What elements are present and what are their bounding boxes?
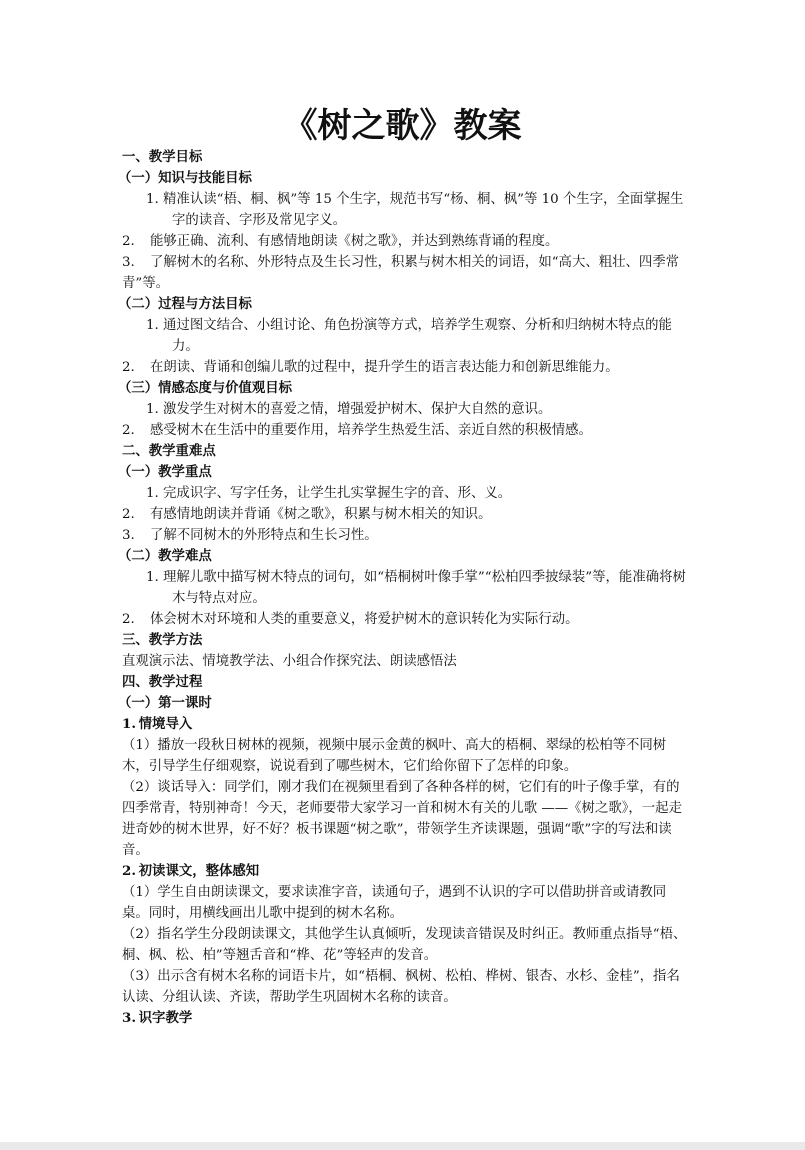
paragraph: （3）出示含有树木名称的词语卡片，如“梧桐、枫树、松柏、桦树、银杏、水杉、金桂”，指名认读、分组认读、齐读，帮助学生巩固树木名称的读音。: [122, 969, 680, 1005]
step-heading: [122, 861, 687, 882]
item-text: 激发学生对树木的喜爱之情，增强爱护树木、保护大自然的意识。: [163, 402, 552, 417]
list-item: [122, 252, 687, 294]
list-item: [122, 399, 687, 420]
item-text: 通过图文结合、小组讨论、角色扮演等方式，培养学生观察、分析和归纳树木特点的能力。: [163, 318, 672, 354]
item-number: 2.: [122, 423, 135, 438]
subsection-heading: （二）教学难点: [118, 548, 212, 564]
item-number: 1.: [146, 318, 159, 333]
item-text: 感受树木在生活中的重要作用，培养学生热爱生活、亲近自然的积极情感。: [150, 423, 592, 438]
step-title: 初读课文，整体感知: [138, 863, 260, 879]
item-text: 有感情地朗读并背诵《树之歌》，积累与树木相关的知识。: [150, 507, 492, 522]
item-number: 2.: [122, 507, 135, 522]
item-number: 1.: [146, 486, 159, 501]
subsection-heading: （二）过程与方法目标: [118, 296, 252, 312]
section-heading: 二、教学重难点: [122, 443, 216, 459]
list-item: [122, 504, 687, 525]
item-number: 1.: [146, 402, 159, 417]
item-number: 2.: [122, 234, 135, 249]
item-number: 2.: [122, 360, 135, 375]
item-text: 了解不同树木的外形特点和生长习性。: [150, 528, 378, 543]
subsection-heading: （三）情感态度与价值观目标: [118, 380, 293, 396]
list-item: [122, 189, 687, 231]
item-text: 在朗读、背诵和创编儿歌的过程中，提升学生的语言表达能力和创新思维能力。: [150, 360, 619, 375]
document-title: 《树之歌》教案: [283, 106, 522, 146]
paragraph: （2）谈话导入：同学们，刚才我们在视频里看到了各种各样的树，它们有的叶子像手掌，有的四季常青，特别神奇！今天，老师要带大家学习一首和树木有关的儿歌 ——《树之歌》，一起走进奇妙的树木世界，好不好？板书课题“树之歌”，带领学生齐读课题，强调“歌”字的写法和读音。: [122, 780, 682, 858]
item-number: 3.: [122, 528, 135, 543]
list-item: [122, 609, 687, 630]
paragraph: 直观演示法、情境教学法、小组合作探究法、朗读感悟法: [122, 654, 457, 669]
paragraph: （2）指名学生分段朗读课文，其他学生认真倾听，发现读音错误及时纠正。教师重点指导“梧、桐、枫、松、柏”等翘舌音和“桦、花”等轻声的发音。: [122, 927, 687, 963]
item-text: 能够正确、流利、有感情地朗读《树之歌》，并达到熟练背诵的程度。: [150, 234, 559, 249]
list-item: [122, 567, 687, 609]
item-number: 2.: [122, 612, 135, 627]
step-title: 识字教学: [138, 1010, 193, 1026]
item-text: 了解树木的名称、外形特点及生长习性，积累与树木相关的词语，如“高大、粗壮、四季常青”等。: [122, 255, 680, 291]
section-heading: 四、教学过程: [122, 674, 203, 690]
item-number: 1.: [146, 570, 159, 585]
paragraph: （1）播放一段秋日树林的视频，视频中展示金黄的枫叶、高大的梧桐、翠绿的松柏等不同树木，引导学生仔细观察，说说看到了哪些树木，它们给你留下了怎样的印象。: [122, 738, 667, 774]
section-heading: 一、教学目标: [122, 149, 203, 165]
subsection-heading: （一）教学重点: [118, 464, 212, 480]
item-number: 1.: [146, 192, 159, 207]
subsection-heading: （一）第一课时: [118, 695, 212, 711]
step-heading: [122, 714, 687, 735]
list-item: [122, 525, 687, 546]
list-item: [122, 231, 687, 252]
item-text: 精准认读“梧、桐、枫”等 15 个生字，规范书写“杨、桐、枫”等 10 个生字，全面掌握生字的读音、字形及常见字义。: [163, 192, 684, 228]
item-text: 理解儿歌中描写树木特点的词句，如“梧桐树叶像手掌”“松柏四季披绿装”等，能准确将树木与特点对应。: [163, 570, 686, 606]
item-text: 完成识字、写字任务，让学生扎实掌握生字的音、形、义。: [163, 486, 512, 501]
step-number: 3.: [122, 1010, 136, 1026]
item-number: 3.: [122, 255, 135, 270]
subsection-heading: （一）知识与技能目标: [118, 170, 252, 186]
section-heading: 三、教学方法: [122, 632, 203, 648]
list-item: [122, 483, 687, 504]
step-heading: [122, 1008, 687, 1029]
item-text: 体会树木对环境和人类的重要意义，将爱护树木的意识转化为实际行动。: [150, 612, 579, 627]
page-bottom-strip: [0, 1142, 805, 1150]
paragraph: （1）学生自由朗读课文，要求读准字音，读通句子，遇到不认识的字可以借助拼音或请教同桌。同时，用横线画出儿歌中提到的树木名称。: [122, 885, 667, 921]
list-item: [122, 420, 687, 441]
step-number: 2.: [122, 863, 136, 879]
list-item: [122, 315, 687, 357]
document-body: [118, 147, 687, 1029]
step-number: 1.: [122, 716, 136, 732]
step-title: 情境导入: [138, 716, 193, 732]
list-item: [122, 357, 687, 378]
